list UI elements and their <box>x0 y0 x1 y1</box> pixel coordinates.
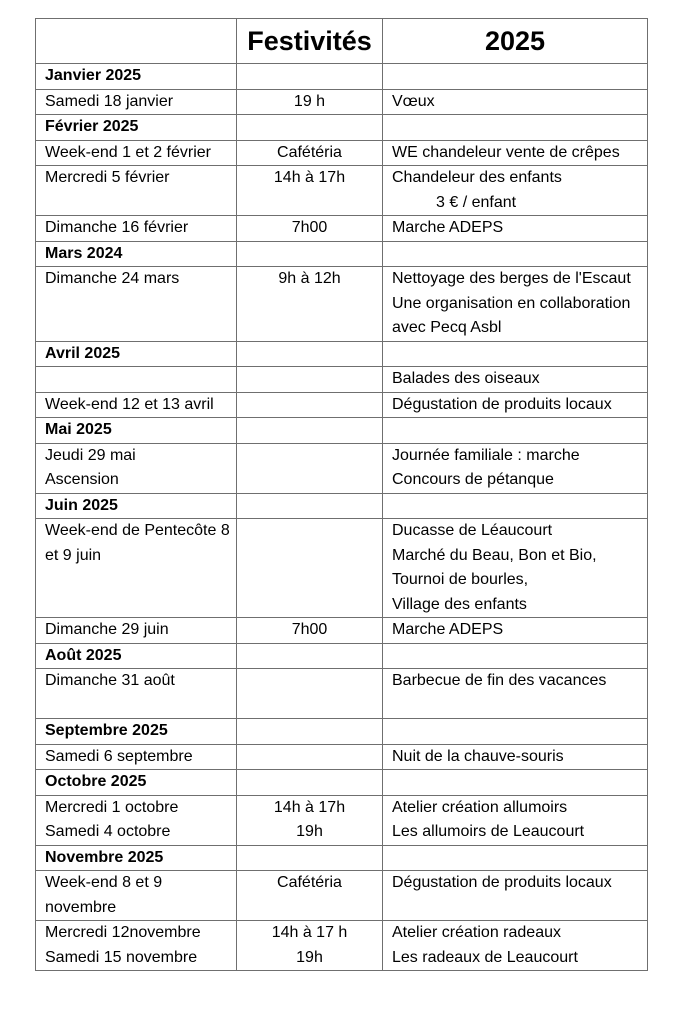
event-row <box>36 921 648 971</box>
event-date: Samedi 6 septembre <box>36 744 237 770</box>
event-time: 7h00 <box>237 216 383 242</box>
event-description <box>383 744 648 770</box>
event-row <box>36 216 648 242</box>
event-title: Dégustation de produits locaux <box>392 874 612 891</box>
event-time <box>237 519 383 618</box>
month-label: Juin 2025 <box>36 493 237 519</box>
event-title: Nuit de la chauve-souris <box>392 747 564 765</box>
month-row <box>36 719 648 745</box>
event-title: Marche ADEPS <box>392 219 504 236</box>
empty-cell <box>237 719 383 745</box>
event-description <box>383 140 648 166</box>
event-time <box>237 392 383 418</box>
event-time <box>237 669 383 719</box>
event-row <box>36 618 648 644</box>
event-date: Mercredi 5 février <box>36 166 237 216</box>
month-row <box>36 241 648 267</box>
event-description <box>383 392 648 418</box>
event-row <box>36 367 648 393</box>
event-date: Dimanche 24 mars <box>36 267 237 342</box>
empty-cell <box>383 241 648 267</box>
event-date: Jeudi 29 mai Ascension <box>36 443 237 493</box>
event-description <box>383 216 648 242</box>
event-description <box>383 921 648 971</box>
empty-cell <box>237 643 383 669</box>
month-label: Avril 2025 <box>36 341 237 367</box>
month-row <box>36 115 648 141</box>
event-time <box>237 367 383 393</box>
month-row <box>36 770 648 796</box>
event-description <box>383 519 648 618</box>
month-row <box>36 845 648 871</box>
header-blank-cell <box>36 19 237 64</box>
event-time: 14h à 17 h 19h <box>237 921 383 971</box>
month-row <box>36 418 648 444</box>
event-date: Samedi 18 janvier <box>36 89 237 115</box>
header-row <box>36 19 648 64</box>
event-time: Cafétéria <box>237 871 383 921</box>
event-date: Week-end 12 et 13 avril <box>36 392 237 418</box>
event-date: Dimanche 29 juin <box>36 618 237 644</box>
event-row <box>36 744 648 770</box>
event-description <box>383 795 648 845</box>
event-row <box>36 166 648 216</box>
empty-cell <box>237 115 383 141</box>
month-row <box>36 643 648 669</box>
empty-cell <box>237 418 383 444</box>
event-title: Journée familiale : marche Concours de pétanque <box>392 446 580 488</box>
event-row <box>36 795 648 845</box>
event-price: 3 € / enfant <box>436 193 517 211</box>
event-date: Week-end 1 et 2 février <box>36 140 237 166</box>
event-time: 7h00 <box>237 618 383 644</box>
event-row <box>36 519 648 618</box>
event-description <box>383 618 648 644</box>
event-row <box>36 89 648 115</box>
event-title: WE chandeleur vente de crêpes <box>392 143 620 161</box>
event-row <box>36 140 648 166</box>
empty-cell <box>237 64 383 90</box>
header-festivites: Festivités <box>237 19 383 64</box>
event-title: Balades des oiseaux <box>392 370 540 387</box>
empty-cell <box>383 64 648 90</box>
event-date: Mercredi 1 octobre Samedi 4 octobre <box>36 795 237 845</box>
event-time: Cafétéria <box>237 140 383 166</box>
event-title: Atelier création allumoirs Les allumoirs de Leaucourt <box>392 798 585 840</box>
event-description <box>383 166 648 216</box>
event-time: 14h à 17h 19h <box>237 795 383 845</box>
month-row <box>36 341 648 367</box>
event-date <box>36 367 237 393</box>
empty-cell <box>383 643 648 669</box>
empty-cell <box>383 845 648 871</box>
event-title: Ducasse de Léaucourt Marché du Beau, Bon et Bio, Tournoi de bourles, Village des enfants <box>392 522 597 613</box>
empty-cell <box>237 845 383 871</box>
event-date: Mercredi 12novembre Samedi 15 novembre <box>36 921 237 971</box>
festivities-table <box>35 18 648 971</box>
event-date: Week-end 8 et 9 novembre <box>36 871 237 921</box>
month-label: Janvier 2025 <box>36 64 237 90</box>
event-row <box>36 392 648 418</box>
empty-cell <box>237 770 383 796</box>
event-description <box>383 871 648 921</box>
empty-cell <box>383 719 648 745</box>
month-label: Septembre 2025 <box>36 719 237 745</box>
event-description <box>383 89 648 115</box>
event-time: 9h à 12h <box>237 267 383 342</box>
event-time <box>237 744 383 770</box>
event-row <box>36 443 648 493</box>
event-description <box>383 367 648 393</box>
empty-cell <box>237 341 383 367</box>
event-row <box>36 669 648 719</box>
empty-cell <box>383 418 648 444</box>
event-time: 19 h <box>237 89 383 115</box>
event-title: Chandeleur des enfants <box>392 169 562 186</box>
event-date: Dimanche 31 août <box>36 669 237 719</box>
empty-cell <box>383 770 648 796</box>
event-description <box>383 267 648 342</box>
event-title: Nettoyage des berges de l'Escaut Une organisation en collaboration avec Pecq Asbl <box>392 270 631 336</box>
empty-cell <box>237 493 383 519</box>
empty-cell <box>383 341 648 367</box>
event-row <box>36 871 648 921</box>
event-description <box>383 443 648 493</box>
month-label: Mars 2024 <box>36 241 237 267</box>
empty-cell <box>237 241 383 267</box>
month-label: Novembre 2025 <box>36 845 237 871</box>
event-row <box>36 267 648 342</box>
empty-cell <box>383 493 648 519</box>
event-date: Dimanche 16 février <box>36 216 237 242</box>
event-title: Dégustation de produits locaux <box>392 395 612 413</box>
month-label: Août 2025 <box>36 643 237 669</box>
header-year: 2025 <box>383 19 648 64</box>
event-title: Vœux <box>392 92 435 110</box>
event-date: Week-end de Pentecôte 8 et 9 juin <box>36 519 237 618</box>
month-label: Février 2025 <box>36 115 237 141</box>
month-label: Octobre 2025 <box>36 770 237 796</box>
month-row <box>36 493 648 519</box>
event-time <box>237 443 383 493</box>
event-title: Marche ADEPS <box>392 621 504 638</box>
event-title: Barbecue de fin des vacances <box>392 672 607 689</box>
event-description <box>383 669 648 719</box>
month-row <box>36 64 648 90</box>
month-label: Mai 2025 <box>36 418 237 444</box>
event-time: 14h à 17h <box>237 166 383 216</box>
event-title: Atelier création radeaux Les radeaux de Leaucourt <box>392 924 578 966</box>
empty-cell <box>383 115 648 141</box>
